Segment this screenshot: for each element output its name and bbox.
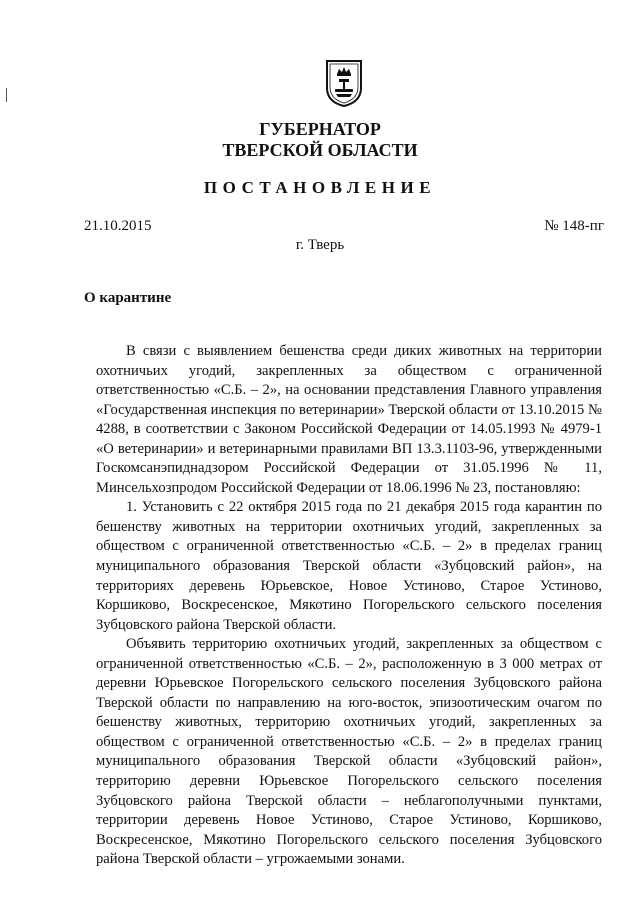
document-body bbox=[96, 342, 602, 870]
paragraph-declaration: Объявить территорию охотничьих угодий, закрепленных за обществом с ограниченной ответственностью «С.Б. – 2», расположенную в 3 000 метрах от деревни Юрьевское Погорельского сельского поселения Зубцовского района Тверской области по направлению на юго-восток, эпизоотическим очагом по бешенству животных, территорию охотничьих угодий, закрепленных за обществом с ограниченной ответственностью «С.Б. – 2» в пределах границ муниципального образования Тверской области «Зубцовский район», территорию деревни Юрьевское Погорельского сельского поселения Зубцовского района Тверской области – неблагополучными пунктами, территории деревень Новое Устиново, Старое Устиново, Коршиково, Воскресенское, Мякотино Погорельского сельского поселения Зубцовского района Тверской области – угрожаемыми зонами. bbox=[96, 636, 602, 868]
issuer-title: ГУБЕРНАТОР bbox=[259, 119, 381, 139]
document-subject: О карантине bbox=[84, 290, 172, 306]
document-number: № 148-пг bbox=[544, 218, 604, 234]
paragraph-preamble: В связи с выявлением бешенства среди диких животных на территории охотничьих угодий, закрепленных за обществом с ограниченной ответственностью «С.Б. – 2», на основании представления Главного управления «Государственная инспекция по ветеринарии» Тверской области от 13.10.2015 № 4288, в соответствии с Законом Российской Федерации от 14.05.1993 № 4979-1 «О ветеринарии» и ветеринарными правилами ВП 13.3.1103-96, утвержденными Госкомсанэпиднадзором Российской Федерации от 31.05.1996 № 11, Минсельхозпродом Российской Федерации от 18.06.1996 № 23, постановляю: bbox=[96, 343, 602, 496]
scan-margin-mark bbox=[6, 88, 7, 102]
document-date: 21.10.2015 bbox=[84, 218, 152, 234]
paragraph-item-1: 1. Установить с 22 октября 2015 года по 21 декабря 2015 года карантин по бешенству животных на территории охотничьих угодий, закрепленных за обществом с ограниченной ответственностью «С.Б. – 2» в пределах границ муниципального образования Тверской области «Зубцовский район», на территориях деревень Юрьевское, Новое Устиново, Старое Устиново, Коршиково, Воскресенское, Мякотино Погорельского сельского поселения Зубцовского района Тверской области. bbox=[96, 499, 602, 633]
document-city: г. Тверь bbox=[295, 237, 345, 253]
document-type: ПОСТАНОВЛЕНИЕ bbox=[203, 178, 437, 197]
issuer-region: ТВЕРСКОЙ ОБЛАСТИ bbox=[222, 140, 418, 160]
tver-coat-of-arms-icon bbox=[324, 58, 364, 108]
